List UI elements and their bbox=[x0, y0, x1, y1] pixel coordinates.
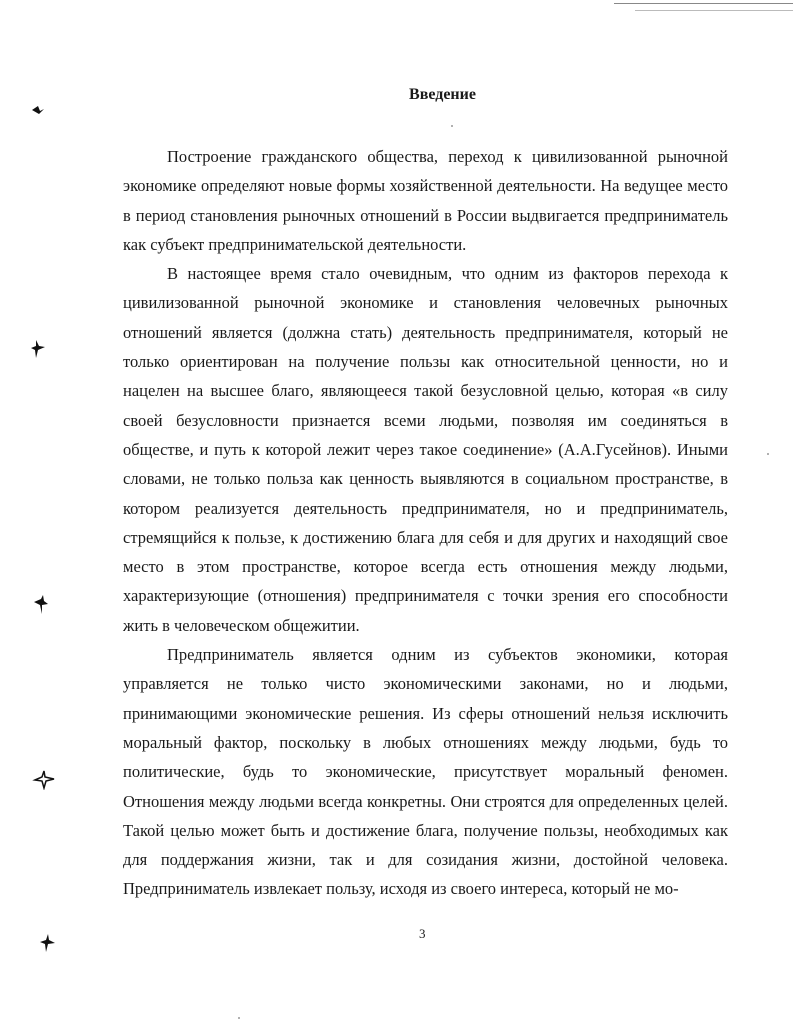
scan-artifact-icon bbox=[32, 594, 50, 616]
scan-artifact-icon bbox=[36, 932, 58, 954]
paragraph-1: Построение гражданского общества, переход к цивилизованной рыночной экономике определяют новые формы хозяйственной деятельности. На ведущее место в период становления рыночных отношений в России выдвигается предприниматель как субъект предпринимательской деятельности. bbox=[123, 147, 728, 254]
page-number: 3 bbox=[419, 926, 426, 941]
scan-artifact-icon bbox=[30, 338, 48, 360]
scan-artifact-icon bbox=[32, 768, 56, 790]
scan-speck bbox=[451, 125, 453, 127]
body-text bbox=[123, 142, 728, 904]
paragraph-3: Предприниматель является одним из субъектов экономики, которая управляется не только чисто экономическими законами, но и людьми, принимающими экономические решения. Из сферы отношений нельзя исключить моральный фактор, поскольку в любых отношениях между людьми, будь то политические, будь то экономические, присутствует моральный феномен. Отношения между людьми всегда конкретны. Они строятся для определенных целей. Такой целью может быть и достижение блага, получение пользы, необходимых как для поддержания жизни, так и для созидания жизни, достойной человека. Предприниматель извлекает пользу, исходя из своего интереса, который не мо- bbox=[123, 645, 728, 899]
paragraph-2: В настоящее время стало очевидным, что одним из факторов перехода к цивилизованной рыночной экономике и становления человечных рыночных отношений является (должна стать) деятельность предпринимателя, который не только ориентирован на получение пользы как относительной ценности, но и нацелен на высшее благо, являющееся такой безусловной целью, которая «в силу своей безусловности признается всеми людьми, позволяя им соединяться в обществе, и путь к которой лежит через такое соединение» (А.А.Гусейнов). Иными словами, не только польза как ценность выявляются в социальном пространстве, в котором реализуется деятельность предпринимателя, но и предприниматель, стремящийся к пользе, к достижению блага для себя и для других и находящий свое место в этом пространстве, которое всегда есть отношения между людьми, характеризующие (отношения) предпринимателя с точки зрения его способности жить в человеческом общежитии. bbox=[123, 264, 728, 635]
section-heading: Введение bbox=[409, 86, 476, 103]
scan-speck bbox=[767, 453, 769, 455]
scan-artifact-icon bbox=[30, 103, 46, 117]
scan-speck bbox=[238, 1017, 240, 1019]
scan-edge-line-secondary bbox=[635, 10, 793, 11]
scan-edge-line bbox=[614, 0, 793, 4]
